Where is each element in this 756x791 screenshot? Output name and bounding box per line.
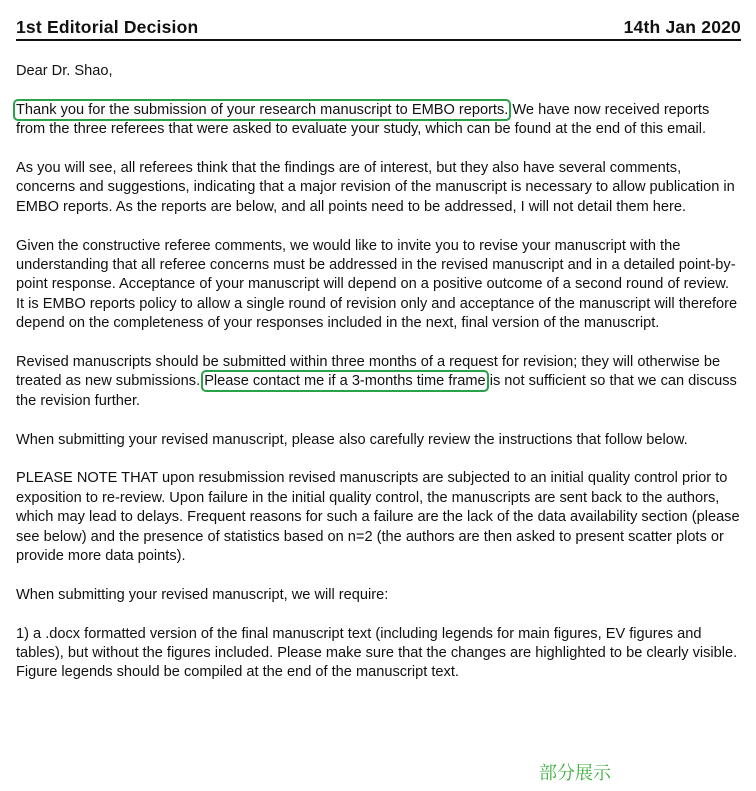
highlight-box-timeframe: Please contact me if a 3-months time frame	[204, 373, 486, 390]
letter-page	[16, 16, 741, 702]
decision-date: 14th Jan 2020	[623, 17, 741, 37]
paragraph-6: PLEASE NOTE THAT upon resubmission revised manuscripts are subjected to an initial quality control prior to exposition to re-review. Upon failure in the initial quality control, the manuscripts are sent back to the authors, which may lead to delays. Frequent reasons for such a failure are the lack of the data availability section (please see below) and the presence of statistics based on n=2 (the authors are then asked to present scatter plots or provide more data points).	[16, 470, 740, 565]
letter-header	[16, 16, 741, 41]
paragraph-8: 1) a .docx formatted version of the final manuscript text (including legends for main figures, EV figures and tables), but without the figures included. Please make sure that the changes are highlighted to be clearly visible. Figure legends should be compiled at the end of the manuscript text.	[16, 625, 738, 681]
paragraph-1-rest: We have now received reports from the three referees that were asked to evaluate your study, which can be found at the end of this email.	[16, 101, 710, 138]
paragraph-3: Given the constructive referee comments, we would like to invite you to revise your manuscript with the understanding that all referee concerns must be addressed in the revised manuscript and in a detailed point-by-point response. Acceptance of your manuscript will depend on a positive outcome of a second round of review. It is EMBO reports policy to allow a single round of revision only and acceptance of the manuscript will therefore depend on the completeness of your responses included in the next, final version of the manuscript.	[16, 237, 738, 332]
paragraph-1	[16, 101, 741, 140]
paragraph-7: When submitting your revised manuscript, we will require:	[16, 586, 389, 603]
paragraph-4	[16, 353, 741, 411]
paragraph-4-pre: Revised manuscripts should be submitted within three months of a request for revision; they will otherwise be treated as new submissions.	[16, 354, 721, 390]
letter-body	[16, 62, 741, 683]
partial-display-caption: 部分展示	[539, 763, 611, 784]
decision-title: 1st Editorial Decision	[16, 17, 199, 37]
paragraph-4-post: is not sufficient so that we can discuss the revision further.	[16, 373, 737, 409]
salutation: Dear Dr. Shao,	[16, 63, 113, 79]
highlight-box-submission: Thank you for the submission of your research manuscript to EMBO reports.	[16, 101, 509, 118]
paragraph-5: When submitting your revised manuscript, please also carefully review the instructions that follow below.	[16, 431, 688, 448]
paragraph-2: As you will see, all referees think that the findings are of interest, but they also have several comments, concerns and suggestions, indicating that a major revision of the manuscript is necessary to allow publication in EMBO reports. As the reports are below, and all points need to be addressed, I will not detail them here.	[16, 160, 735, 215]
